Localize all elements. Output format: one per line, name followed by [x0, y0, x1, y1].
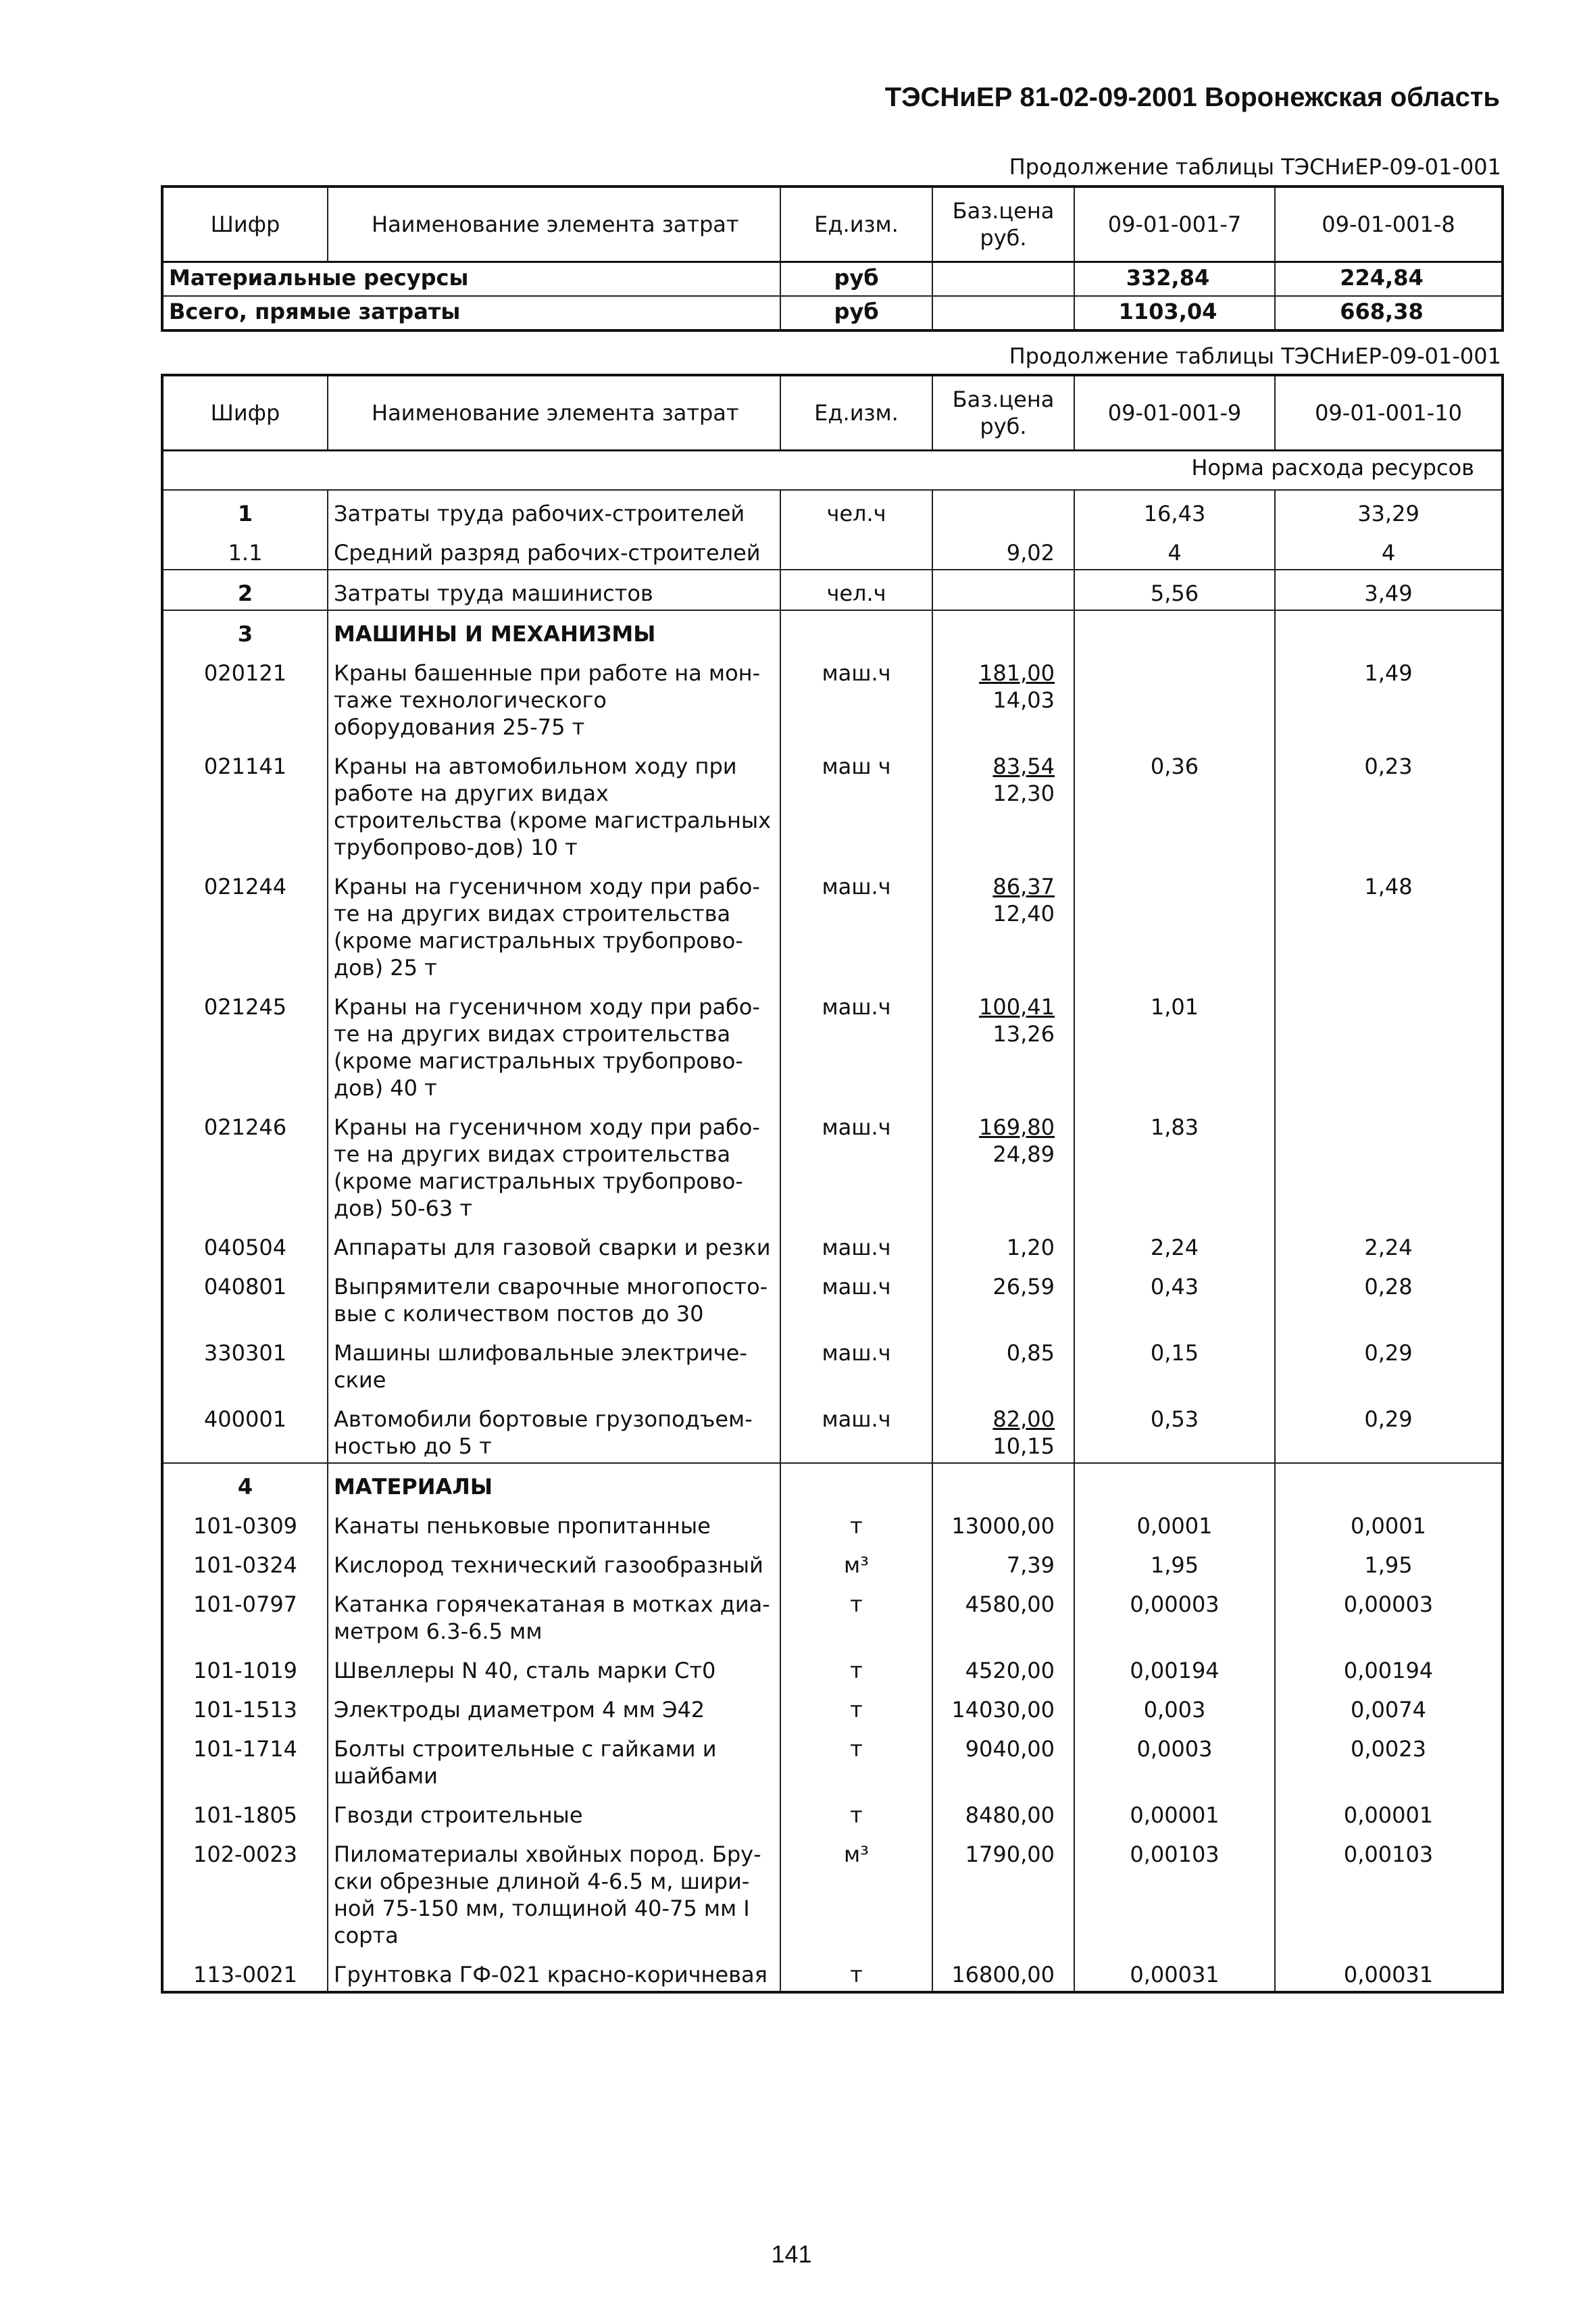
cell-price	[932, 1503, 1074, 1542]
cell-value-a: 5,56	[1074, 570, 1275, 610]
table-row	[162, 1330, 1503, 1396]
cell-value-a	[1074, 1463, 1275, 1503]
cell-value-a	[1074, 650, 1275, 743]
cell-value-b: 0,28	[1275, 1264, 1503, 1330]
cell-code: 021245	[162, 984, 328, 1104]
cell-value-a	[1074, 610, 1275, 650]
table-row	[162, 1687, 1503, 1726]
col-header-name: Наименование элемента затрат	[328, 187, 780, 262]
price-value: 0,85	[1006, 1340, 1055, 1366]
cell-unit: т	[780, 1581, 932, 1648]
cell-code: 040801	[162, 1264, 328, 1330]
cell-value-a: 0,003	[1074, 1687, 1275, 1726]
cell-price	[932, 1952, 1074, 1992]
cell-value-a: 0,00001	[1074, 1792, 1275, 1831]
table-row	[162, 1463, 1503, 1503]
cell-name: МАШИНЫ И МЕХАНИЗМЫ	[328, 610, 780, 650]
price-value: 26,59	[992, 1274, 1055, 1300]
summary-unit: руб	[780, 296, 932, 330]
table-row	[162, 984, 1503, 1104]
cell-name: Автомобили бортовые грузоподъем-ностью до 5 т	[328, 1396, 780, 1463]
cell-unit: маш.ч	[780, 1104, 932, 1225]
summary-name: Материальные ресурсы	[162, 262, 780, 297]
table-row	[162, 530, 1503, 570]
cell-value-a	[1074, 864, 1275, 984]
summary-name: Всего, прямые затраты	[162, 296, 780, 330]
table-row	[162, 1726, 1503, 1792]
cell-unit: маш ч	[780, 743, 932, 864]
summary-value-a: 1103,04	[1074, 296, 1275, 330]
cell-price	[932, 650, 1074, 743]
cell-unit: чел.ч	[780, 490, 932, 530]
cell-code: 1.1	[162, 530, 328, 570]
price-value: 14030,00	[951, 1697, 1055, 1723]
cell-value-b: 3,49	[1275, 570, 1503, 610]
cell-name: Выпрямители сварочные многопосто-вые с количеством постов до 30	[328, 1264, 780, 1330]
cell-code: 101-0797	[162, 1581, 328, 1648]
table-row	[162, 650, 1503, 743]
price-value: 24,89	[992, 1141, 1055, 1167]
cell-price	[932, 530, 1074, 570]
cell-value-b	[1275, 984, 1503, 1104]
price-value: 9040,00	[965, 1736, 1055, 1762]
cell-name: Гвозди строительные	[328, 1792, 780, 1831]
cell-code: 2	[162, 570, 328, 610]
cell-name: Краны на автомобильном ходу при работе на других видах строительства (кроме магистральных трубопрово-дов) 10 т	[328, 743, 780, 864]
price-total: 86,37	[992, 874, 1055, 899]
table-caption: Продолжение таблицы ТЭСНиЕР-09-01-001	[1009, 343, 1501, 369]
price-value: 10,15	[992, 1433, 1055, 1459]
col-header-unit: Ед.изм.	[780, 375, 932, 451]
col-header-code: Шифр	[162, 375, 328, 451]
cell-name: Пиломатериалы хвойных пород. Бру-ски обрезные длиной 4-6.5 м, шири-ной 75-150 мм, толщиной 40-75 мм I сорта	[328, 1831, 780, 1952]
cell-unit: маш.ч	[780, 984, 932, 1104]
cell-unit: т	[780, 1952, 932, 1992]
cell-value-a: 0,0001	[1074, 1503, 1275, 1542]
price-value: 4520,00	[965, 1658, 1055, 1683]
norm-row	[162, 451, 1503, 491]
cell-price	[932, 1581, 1074, 1648]
table-row	[162, 1581, 1503, 1648]
cell-value-a: 1,01	[1074, 984, 1275, 1104]
price-total: 181,00	[979, 660, 1055, 686]
table-row	[162, 1503, 1503, 1542]
cell-price	[932, 984, 1074, 1104]
cell-price	[932, 1831, 1074, 1952]
table-row	[162, 1396, 1503, 1463]
price-value: 1790,00	[965, 1841, 1055, 1867]
cell-value-a: 16,43	[1074, 490, 1275, 530]
cell-value-b: 0,00001	[1275, 1792, 1503, 1831]
col-header-price: Баз.цена руб.	[932, 187, 1074, 262]
price-value: 13000,00	[951, 1513, 1055, 1539]
page-number: 141	[771, 2240, 812, 2268]
cell-price	[932, 490, 1074, 530]
col-header-b: 09-01-001-10	[1275, 375, 1503, 451]
col-header-a: 09-01-001-7	[1074, 187, 1275, 262]
cell-name: Электроды диаметром 4 мм Э42	[328, 1687, 780, 1726]
cell-name: Канаты пеньковые пропитанные	[328, 1503, 780, 1542]
cell-name: Грунтовка ГФ-021 красно-коричневая	[328, 1952, 780, 1992]
price-value: 8480,00	[965, 1802, 1055, 1828]
cell-name: Краны на гусеничном ходу при рабо-те на других видах строительства (кроме магистральных трубопрово-дов) 25 т	[328, 864, 780, 984]
summary-table	[161, 185, 1504, 332]
norm-label: Норма расхода ресурсов	[162, 451, 1503, 491]
col-header-price: Баз.цена руб.	[932, 375, 1074, 451]
cell-unit	[780, 1463, 932, 1503]
cell-value-b: 33,29	[1275, 490, 1503, 530]
cell-value-b: 1,95	[1275, 1542, 1503, 1581]
summary-unit: руб	[780, 262, 932, 297]
cell-code: 102-0023	[162, 1831, 328, 1952]
cell-unit: маш.ч	[780, 1225, 932, 1264]
page-title: ТЭСНиЕР 81-02-09-2001 Воронежская область	[884, 82, 1500, 112]
cell-value-a: 0,00031	[1074, 1952, 1275, 1992]
cell-value-a: 0,36	[1074, 743, 1275, 864]
col-header-unit: Ед.изм.	[780, 187, 932, 262]
price-value: 14,03	[992, 687, 1055, 713]
cell-unit: т	[780, 1503, 932, 1542]
price-total: 82,00	[992, 1406, 1055, 1432]
price-value: 1,20	[1006, 1235, 1055, 1260]
table-row	[162, 1104, 1503, 1225]
cell-code: 400001	[162, 1396, 328, 1463]
cell-code: 3	[162, 610, 328, 650]
cell-value-a: 0,00003	[1074, 1581, 1275, 1648]
cell-name: Машины шлифовальные электриче-ские	[328, 1330, 780, 1396]
cell-price	[932, 1687, 1074, 1726]
cell-value-a: 0,53	[1074, 1396, 1275, 1463]
cell-name: Кислород технический газообразный	[328, 1542, 780, 1581]
table-row	[162, 1792, 1503, 1831]
cell-code: 021244	[162, 864, 328, 984]
cell-code: 020121	[162, 650, 328, 743]
table-row	[162, 1952, 1503, 1992]
cell-code: 101-1714	[162, 1726, 328, 1792]
cell-name: Катанка горячекатаная в мотках диа-метром 6.3-6.5 мм	[328, 1581, 780, 1648]
summary-value-b: 224,84	[1275, 262, 1503, 297]
table-row	[162, 490, 1503, 530]
cell-price	[932, 1330, 1074, 1396]
cell-price	[932, 1726, 1074, 1792]
cell-price	[932, 1463, 1074, 1503]
cell-name: МАТЕРИАЛЫ	[328, 1463, 780, 1503]
cell-price	[932, 1542, 1074, 1581]
cell-value-a: 2,24	[1074, 1225, 1275, 1264]
price-value: 12,40	[992, 901, 1055, 926]
cell-unit	[780, 610, 932, 650]
cell-value-a: 1,83	[1074, 1104, 1275, 1225]
table-row	[162, 1831, 1503, 1952]
cell-value-b: 0,29	[1275, 1330, 1503, 1396]
cell-value-b: 1,49	[1275, 650, 1503, 743]
cell-value-a: 0,43	[1074, 1264, 1275, 1330]
table-row	[162, 1225, 1503, 1264]
cell-code: 4	[162, 1463, 328, 1503]
cell-code: 021246	[162, 1104, 328, 1225]
summary-price	[932, 262, 1074, 297]
cell-value-b: 0,00194	[1275, 1648, 1503, 1687]
cell-code: 040504	[162, 1225, 328, 1264]
table-row	[162, 1648, 1503, 1687]
cell-unit: маш.ч	[780, 1396, 932, 1463]
cell-value-b: 1,48	[1275, 864, 1503, 984]
price-value: 4580,00	[965, 1591, 1055, 1617]
table-row	[162, 743, 1503, 864]
cell-value-a: 0,0003	[1074, 1726, 1275, 1792]
summary-price	[932, 296, 1074, 330]
cell-price	[932, 1264, 1074, 1330]
summary-row	[162, 262, 1503, 297]
cell-value-b: 0,23	[1275, 743, 1503, 864]
table-row	[162, 1542, 1503, 1581]
cell-price	[932, 743, 1074, 864]
table-header-row	[162, 375, 1503, 451]
cell-name: Средний разряд рабочих-строителей	[328, 530, 780, 570]
price-value: 12,30	[992, 781, 1055, 806]
price-total: 169,80	[979, 1114, 1055, 1140]
col-header-b: 09-01-001-8	[1275, 187, 1503, 262]
cell-name: Аппараты для газовой сварки и резки	[328, 1225, 780, 1264]
cell-unit: м³	[780, 1542, 932, 1581]
cell-unit: т	[780, 1687, 932, 1726]
cell-price	[932, 864, 1074, 984]
cell-value-b	[1275, 610, 1503, 650]
cell-unit: т	[780, 1648, 932, 1687]
col-header-name: Наименование элемента затрат	[328, 375, 780, 451]
cell-code: 101-0309	[162, 1503, 328, 1542]
cell-unit: м³	[780, 1831, 932, 1952]
cell-code: 1	[162, 490, 328, 530]
summary-row	[162, 296, 1503, 330]
cell-price	[932, 570, 1074, 610]
cell-name: Краны на гусеничном ходу при рабо-те на других видах строительства (кроме магистральных трубопрово-дов) 50-63 т	[328, 1104, 780, 1225]
table-row	[162, 1264, 1503, 1330]
price-value: 9,02	[1006, 540, 1055, 566]
cell-price	[932, 610, 1074, 650]
cell-value-b: 0,0074	[1275, 1687, 1503, 1726]
col-header-a: 09-01-001-9	[1074, 375, 1275, 451]
cell-code: 021141	[162, 743, 328, 864]
cell-unit: маш.ч	[780, 864, 932, 984]
price-total: 83,54	[992, 753, 1055, 779]
table-row	[162, 570, 1503, 610]
cell-value-b	[1275, 1463, 1503, 1503]
cell-value-a: 0,00194	[1074, 1648, 1275, 1687]
table-caption: Продолжение таблицы ТЭСНиЕР-09-01-001	[1009, 154, 1501, 180]
cell-value-a: 0,15	[1074, 1330, 1275, 1396]
cell-name: Затраты труда рабочих-строителей	[328, 490, 780, 530]
cell-value-b: 4	[1275, 530, 1503, 570]
cell-price	[932, 1104, 1074, 1225]
price-total: 100,41	[979, 994, 1055, 1020]
cell-code: 330301	[162, 1330, 328, 1396]
cell-value-b: 0,00003	[1275, 1581, 1503, 1648]
cell-value-a: 0,00103	[1074, 1831, 1275, 1952]
cell-name: Швеллеры N 40, сталь марки Ст0	[328, 1648, 780, 1687]
cell-name: Затраты труда машинистов	[328, 570, 780, 610]
summary-value-a: 332,84	[1074, 262, 1275, 297]
cell-value-b: 0,29	[1275, 1396, 1503, 1463]
cell-unit: маш.ч	[780, 650, 932, 743]
cell-unit: маш.ч	[780, 1264, 932, 1330]
price-value: 16800,00	[951, 1962, 1055, 1987]
cell-code: 113-0021	[162, 1952, 328, 1992]
cell-value-b: 2,24	[1275, 1225, 1503, 1264]
table-header-row	[162, 187, 1503, 262]
cell-value-a: 4	[1074, 530, 1275, 570]
cell-unit: маш.ч	[780, 1330, 932, 1396]
cell-name: Болты строительные с гайками и шайбами	[328, 1726, 780, 1792]
price-value: 7,39	[1006, 1552, 1055, 1578]
cell-value-b: 0,0023	[1275, 1726, 1503, 1792]
cell-value-b	[1275, 1104, 1503, 1225]
summary-value-b: 668,38	[1275, 296, 1503, 330]
cell-code: 101-1019	[162, 1648, 328, 1687]
cell-unit: т	[780, 1792, 932, 1831]
cell-name: Краны башенные при работе на мон-таже технологического оборудования 25-75 т	[328, 650, 780, 743]
table-row	[162, 610, 1503, 650]
cell-unit: чел.ч	[780, 570, 932, 610]
cell-unit: т	[780, 1726, 932, 1792]
cell-value-a: 1,95	[1074, 1542, 1275, 1581]
cell-name: Краны на гусеничном ходу при рабо-те на других видах строительства (кроме магистральных трубопрово-дов) 40 т	[328, 984, 780, 1104]
cell-value-b: 0,00031	[1275, 1952, 1503, 1992]
cell-unit	[780, 530, 932, 570]
cell-code: 101-1513	[162, 1687, 328, 1726]
cell-code: 101-1805	[162, 1792, 328, 1831]
cell-price	[932, 1396, 1074, 1463]
cell-price	[932, 1792, 1074, 1831]
cell-code: 101-0324	[162, 1542, 328, 1581]
cell-value-b: 0,00103	[1275, 1831, 1503, 1952]
table-row	[162, 864, 1503, 984]
resources-table	[161, 374, 1504, 1994]
cell-price	[932, 1225, 1074, 1264]
col-header-code: Шифр	[162, 187, 328, 262]
cell-value-b: 0,0001	[1275, 1503, 1503, 1542]
price-value: 13,26	[992, 1021, 1055, 1047]
cell-price	[932, 1648, 1074, 1687]
